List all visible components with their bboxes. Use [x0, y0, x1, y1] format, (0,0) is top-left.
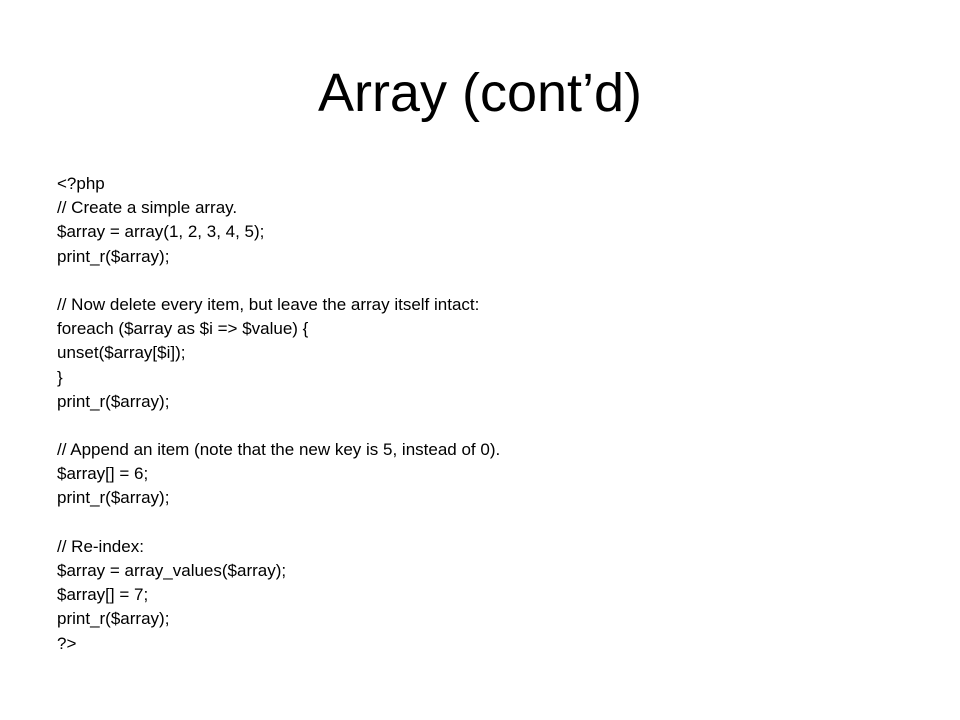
code-line: // Create a simple array.: [57, 198, 238, 218]
code-line: [57, 269, 917, 293]
code-line: <?php: [57, 174, 105, 193]
code-line: foreach ($array as $i => $value) {: [57, 319, 309, 339]
code-line: print_r($array);: [57, 609, 170, 629]
code-line: unset($array[$i]);: [57, 343, 186, 363]
code-line: $array[] = 6;: [57, 464, 149, 484]
code-line: }: [57, 367, 63, 387]
code-line: $array = array(1, 2, 3, 4, 5);: [57, 222, 265, 242]
code-line: // Append an item (note that the new key is 5, instead of 0).: [57, 440, 501, 460]
code-line: print_r($array);: [57, 488, 170, 508]
code-line: // Now delete every item, but leave the array itself intact:: [57, 294, 480, 314]
code-block: [57, 172, 917, 656]
code-line: [57, 511, 917, 535]
code-line: ?>: [57, 633, 77, 653]
slide-title: Array (cont’d): [317, 63, 643, 123]
code-line: $array[] = 7;: [57, 585, 149, 605]
code-line: print_r($array);: [57, 391, 170, 411]
code-line: print_r($array);: [57, 246, 170, 266]
code-line: $array = array_values($array);: [57, 561, 287, 580]
code-line: // Re-index:: [57, 536, 144, 556]
code-line: [57, 414, 917, 438]
